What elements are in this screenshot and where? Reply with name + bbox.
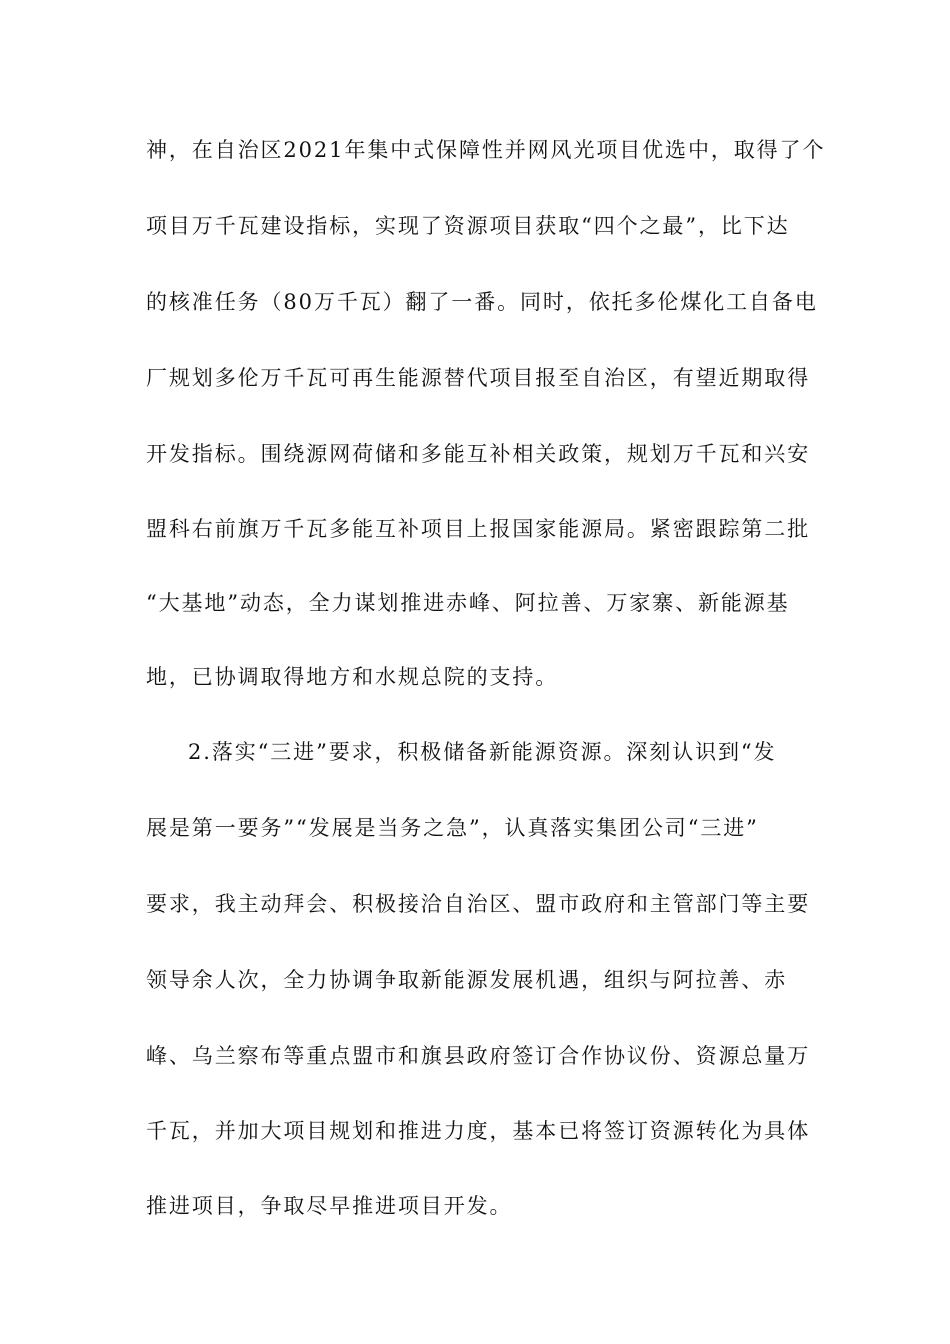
paragraph-line-2: 项目万千瓦建设指标，实现了资源项目获取“四个之最”，比下达: [146, 214, 790, 238]
paragraph-line-5: 开发指标。围绕源网荷储和多能互补相关政策，规划万千瓦和兴安: [146, 442, 811, 466]
paragraph-2-heading-line: 2.落实“三进”要求，积极储备新能源资源。深刻认识到“发: [188, 740, 777, 764]
paragraph-line-7: “大基地”动态，全力谋划推进赤峰、阿拉善、万家寨、新能源基: [146, 591, 790, 615]
paragraph-line-11: 要求，我主动拜会、积极接洽自治区、盟市政府和主管部门等主要: [146, 892, 811, 916]
paragraph-line-6: 盟科右前旗万千瓦多能互补项目上报国家能源局。紧密跟踪第二批: [146, 517, 811, 541]
paragraph-line-1: 神，在自治区2021年集中式保障性并网风光项目优选中，取得了个: [146, 138, 826, 162]
paragraph-line-10: 展是第一要务”“发展是当务之急”，认真落实集团公司“三进”: [146, 816, 759, 840]
paragraph-line-14: 千瓦，并加大项目规划和推进力度，基本已将签订资源转化为具体: [146, 1119, 811, 1143]
paragraph-line-15: 推进项目，争取尽早推进项目开发。: [146, 1194, 513, 1218]
paragraph-line-13: 峰、乌兰察布等重点盟市和旗县政府签订合作协议份、资源总量万: [146, 1044, 811, 1068]
paragraph-line-4: 厂规划多伦万千瓦可再生能源替代项目报至自治区，有望近期取得: [146, 366, 811, 390]
paragraph-line-8: 地，已协调取得地方和水规总院的支持。: [146, 665, 559, 689]
paragraph-line-12: 领导余人次，全力协调争取新能源发展机遇，组织与阿拉善、赤: [146, 968, 788, 992]
paragraph-line-3: 的核准任务（80万千瓦）翻了一番。同时，依托多伦煤化工自备电: [146, 290, 818, 314]
